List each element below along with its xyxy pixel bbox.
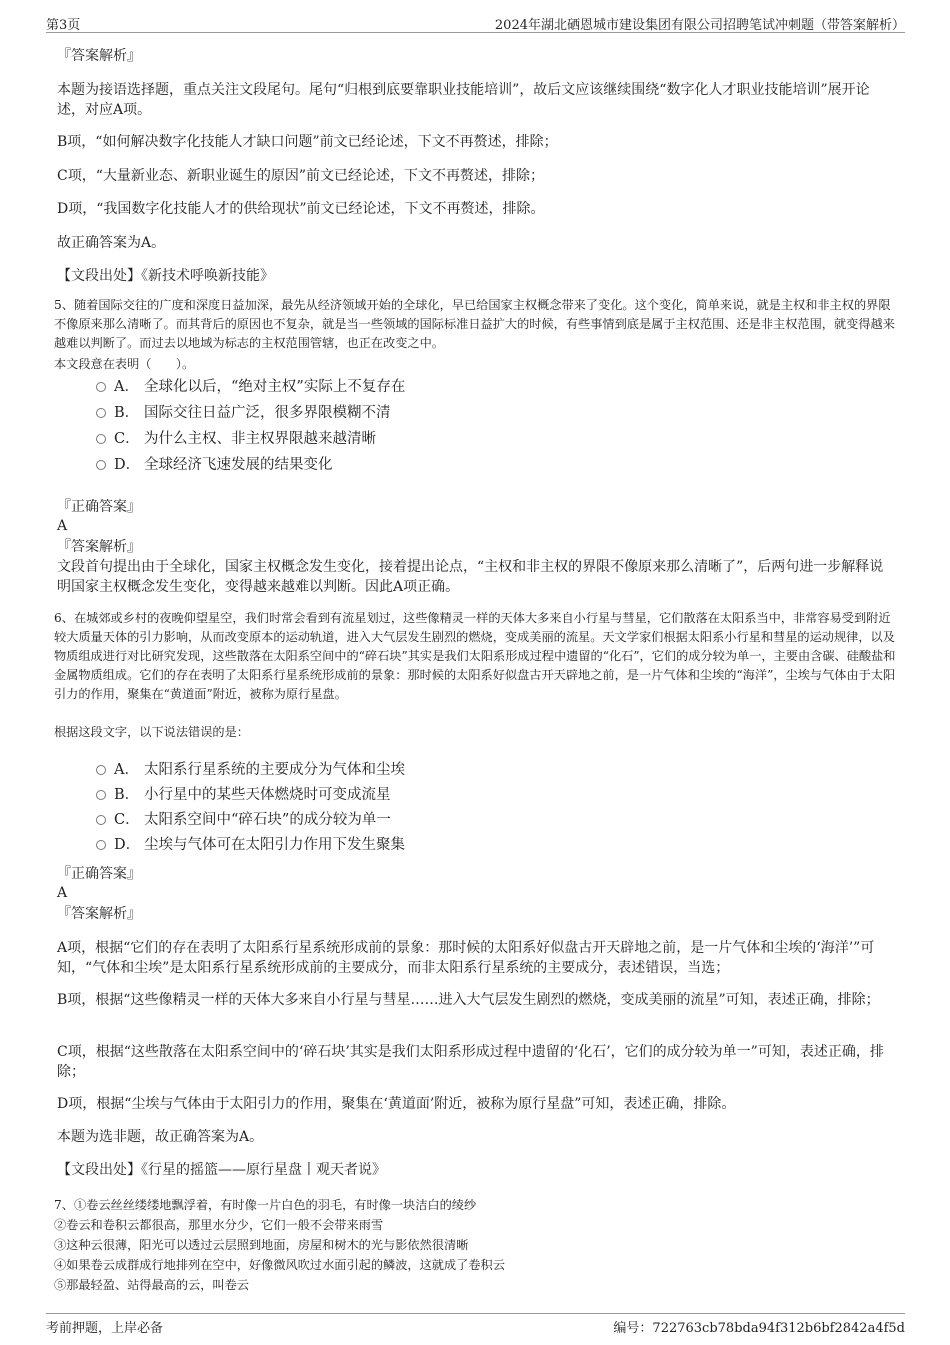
question-6-option-d[interactable]: D． 尘埃与气体可在太阳引力作用下发生聚集 — [96, 835, 405, 855]
question-5-option-d[interactable]: D． 全球经济飞速发展的结果变化 — [96, 455, 333, 475]
question-7-line: ②卷云和卷积云都很高，那里水分少，它们一般不会带来雨雪 — [54, 1218, 384, 1232]
question-7-line: ⑤那最轻盈、站得最高的云，叫卷云 — [54, 1278, 249, 1292]
document-code: 编号：722763cb78bda94f312b6bf2842a4f5d — [613, 1321, 905, 1336]
question-6-option-a[interactable]: A． 太阳系行星系统的主要成分为气体和尘埃 — [96, 760, 405, 780]
analysis-label: 『答案解析』 — [57, 539, 141, 555]
footer-slogan: 考前押题，上岸必备 — [46, 1321, 164, 1336]
page-number: 第3页 — [46, 18, 81, 33]
radio-icon[interactable] — [96, 434, 106, 444]
radio-icon[interactable] — [96, 765, 106, 775]
analysis-label: 『答案解析』 — [57, 906, 141, 922]
correct-answer: A — [57, 518, 68, 534]
question-6-prompt: 根据这段文字，以下说法错误的是： — [54, 725, 249, 739]
question-5-option-b[interactable]: B． 国际交往日益广泛，很多界限模糊不清 — [96, 403, 391, 423]
question-7-line: ④如果卷云成群成行地排列在空中，好像微风吹过水面引起的鳞波，这就成了卷积云 — [54, 1258, 505, 1272]
correct-answer-label: 『正确答案』 — [57, 499, 141, 515]
question-5-prompt: 本文段意在表明（ ）。 — [54, 357, 195, 371]
analysis-paragraph: D项，“我国数字化技能人才的供给现状”前文已经论述，下文不再赘述，排除。 — [57, 201, 545, 217]
analysis-paragraph: C项，“大量新业态、新职业诞生的原因”前文已经论述，下文不再赘述，排除； — [57, 168, 545, 184]
analysis-label: 『答案解析』 — [57, 48, 141, 64]
analysis-paragraph: C项，根据“这些散落在太阳系空间中的‘碎石块’其实是我们太阳系形成过程中遗留的‘化石’，它们的成分较为单一”可知，表述正确，排除； — [57, 1044, 884, 1080]
analysis-paragraph: A项，根据“它们的存在表明了太阳系行星系统形成前的景象：那时候的太阳系好似盘古开天辟地之前，是一片气体和尘埃的‘海洋’”可知，“气体和尘埃”是太阳系行星系统形成前的主要成分，而非太阳系行星系统的主要成分，表述错误，当选； — [57, 940, 875, 976]
analysis-paragraph: 本题为接语选择题，重点关注文段尾句。尾句“归根到底要靠职业技能培训”，故后文应该继续围绕“数字化人才职业技能培训”展开论述，对应A项。 — [57, 82, 870, 118]
source-citation: 【文段出处】《新技术呼唤新技能》 — [57, 268, 274, 284]
analysis-paragraph: 文段首句提出由于全球化，国家主权概念发生变化，接着提出论点，“主权和非主权的界限不像原来那么清晰了”，后两句进一步解释说明国家主权概念发生变化，变得越来越难以判断。因此A项正确。 — [57, 559, 884, 595]
question-6-option-c[interactable]: C． 太阳系空间中“碎石块”的成分较为单一 — [96, 810, 391, 830]
conclusion: 故正确答案为A。 — [57, 235, 166, 251]
question-5-option-c[interactable]: C． 为什么主权、非主权界限越来越清晰 — [96, 429, 376, 449]
radio-icon[interactable] — [96, 790, 106, 800]
radio-icon[interactable] — [96, 382, 106, 392]
question-5-option-a[interactable]: A． 全球化以后，“绝对主权”实际上不复存在 — [96, 377, 405, 397]
question-7-line: ③这种云很薄，阳光可以透过云层照到地面，房屋和树木的光与影依然很清晰 — [54, 1238, 469, 1252]
question-7-line: 7、①卷云丝丝缕缕地飘浮着，有时像一片白色的羽毛，有时像一块洁白的绫纱 — [54, 1198, 477, 1212]
analysis-paragraph: B项，“如何解决数字化技能人才缺口问题”前文已经论述，下文不再赘述，排除； — [57, 134, 558, 150]
correct-answer-label: 『正确答案』 — [57, 866, 141, 882]
question-6-option-b[interactable]: B． 小行星中的某些天体燃烧时可变成流星 — [96, 785, 391, 805]
correct-answer: A — [57, 885, 68, 901]
source-citation: 【文段出处】《行星的摇篮——原行星盘丨观天者说》 — [57, 1162, 386, 1178]
radio-icon[interactable] — [96, 815, 106, 825]
radio-icon[interactable] — [96, 408, 106, 418]
analysis-paragraph: B项，根据“这些像精灵一样的天体大多来自小行星与彗星……进入大气层发生剧烈的燃烧，变成美丽的流星”可知，表述正确，排除； — [57, 992, 880, 1008]
question-6-text: 6、在城郊或乡村的夜晚仰望星空，我们时常会看到有流星划过，这些像精灵一样的天体大多来自小行星与彗星，它们散落在太阳系当中，非常容易受到附近较大质量天体的引力影响，从而改变原本的运动轨道，进入大气层发生剧烈的燃烧，变成美丽的流星。天文学家们根据太阳系小行星和彗星的运动规律，以及物质组成进行对比研究发现，这些散落在太阳系空间中的“碎石块”其实是我们太阳系形成过程中遗留的“化石”，它们的成分较为单一，主要由含碳、硅酸盐和金属物质组成。它们的存在表明了太阳系行星系统形成前的景象：那时候的太阳系好似盘古开天辟地之前，是一片气体和尘埃的“海洋”，尘埃与气体由于太阳引力的作用，聚集在“黄道面”附近，被称为原行星盘。 — [54, 611, 896, 701]
analysis-paragraph: D项，根据“尘埃与气体由于太阳引力的作用，聚集在‘黄道面’附近，被称为原行星盘”可知，表述正确，排除。 — [57, 1096, 736, 1112]
radio-icon[interactable] — [96, 840, 106, 850]
document-title: 2024年湖北硒恩城市建设集团有限公司招聘笔试冲刺题（带答案解析） — [494, 18, 905, 33]
page-footer — [46, 1313, 905, 1336]
page-header — [46, 14, 905, 33]
conclusion: 本题为选非题，故正确答案为A。 — [57, 1129, 264, 1145]
question-5-text: 5、随着国际交往的广度和深度日益加深，最先从经济领域开始的全球化，早已给国家主权概念带来了变化。这个变化，简单来说，就是主权和非主权的界限不像原来那么清晰了。而其背后的原因也不复杂，就是当一些领域的国际标准日益扩大的时候，有些事情到底是属于主权范围、还是非主权范围，就变得越来越难以判断了。而过去以地域为标志的主权范围管辖，也正在改变之中。 — [54, 298, 895, 350]
radio-icon[interactable] — [96, 460, 106, 470]
